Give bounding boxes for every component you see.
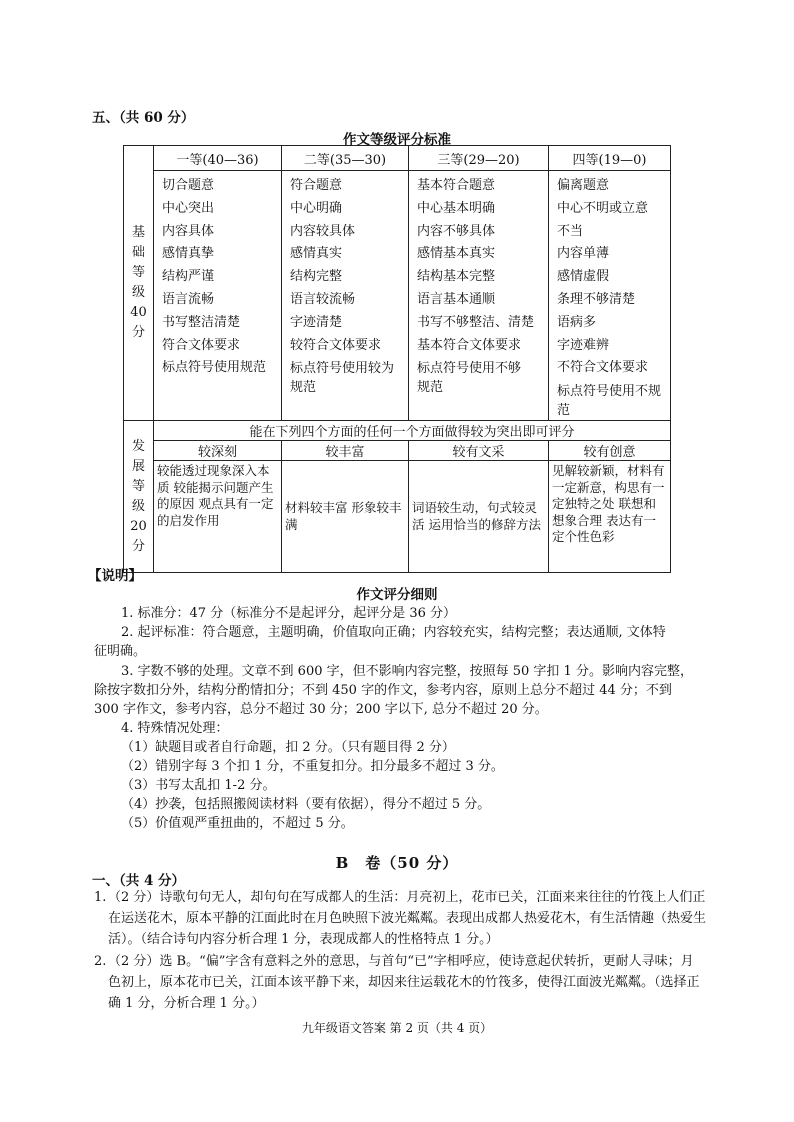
page-footer: 九年级语文答案 第 2 页（共 4 页） xyxy=(301,1021,493,1035)
detail-title: 作文评分细则 xyxy=(356,587,438,603)
answer-number: 1. xyxy=(94,890,107,905)
rule-4-sub-2: （2）错别字每 3 个扣 1 分，不重复扣分。扣分最多不超过 3 分。 xyxy=(121,759,504,774)
answer-1 xyxy=(94,887,706,950)
rule-3-line-1: 3. 字数不够的处理。文章不到 600 字，但不影响内容完整，按照每 50 字扣 1 分。影响内容完整， xyxy=(121,664,693,679)
grade-header-1: 一等(40—36) xyxy=(154,146,282,171)
dev-aspect-body-4: 见解较新颖，材料有一定新意，构思有一定独特之处 联想和想象合理 表达有一定个性色彩 xyxy=(549,461,671,573)
table-title: 作文等级评分标准 xyxy=(343,132,451,148)
answer-2 xyxy=(94,951,706,1014)
rule-4-sub-1: （1）缺题目或者自行命题，扣 2 分。（只有题目得 2 分） xyxy=(121,740,455,755)
grade-criteria-row xyxy=(124,171,671,421)
basic-level-label: 基 础 等 级 40 分 xyxy=(124,146,154,421)
dev-aspect-body-3: 词语较生动，句式较灵活 运用恰当的修辞方法 xyxy=(409,461,549,573)
dev-aspect-header-3: 较有文采 xyxy=(409,441,549,461)
grade-criteria-2: 符合题意 中心明确 内容较具体 感情真实 结构完整 语言较流畅 字迹清楚 较符合文体要求 标点符号使用较为规范 xyxy=(282,171,409,421)
note-label: 【说明】 xyxy=(88,568,142,584)
rule-4-sub-3: （3）书写太乱扣 1-2 分。 xyxy=(121,778,276,793)
answer-text: （2 分）选 B。“偏”字含有意料之外的意思，与首句“已”字相呼应，使诗意起伏转折，更耐人寻味；月色初上，原本花市已关，江面本该平静下来，却因来往运载花木的竹筏多，使得江面波光粼粼。（选择正确 1 分，分析合理 1 分。） xyxy=(108,954,700,1011)
answer-number: 2. xyxy=(94,954,107,969)
rule-3-line-3: 300 字作文，参考内容，总分不超过 30 分；200 字以下, 总分不超过 20 分。 xyxy=(94,702,548,717)
dev-intro-row xyxy=(124,421,671,441)
rule-2-line-2: 征明确。 xyxy=(94,644,147,659)
rule-3-line-2: 除按字数扣分外，结构分酌情扣分；不到 450 字的作文，参考内容，原则上总分不超过 44 分；不到 xyxy=(94,683,672,698)
answer-text: （2 分）诗歌句句无人，却句句在写成都人的生活：月亮初上，花市已关，江面来来往往的竹筏上人们正在运送花木，原本平静的江面此时在月色映照下波光粼粼。表现出成都人热爱花木，有生活情趣（热爱生活）。（结合诗句内容分析合理 1 分，表现成都人的性格特点 1 分。） xyxy=(108,890,707,947)
rule-4-sub-5: （5）价值观严重扭曲的，不超过 5 分。 xyxy=(121,816,354,831)
dev-aspect-header-4: 较有创意 xyxy=(549,441,671,461)
rule-1: 1. 标准分：47 分（标准分不是起评分，起评分是 36 分） xyxy=(121,606,457,621)
grade-header-4: 四等(19—0) xyxy=(549,146,671,171)
grading-table xyxy=(123,145,671,573)
grade-criteria-1: 切合题意 中心突出 内容具体 感情真挚 结构严谨 语言流畅 书写整洁清楚 符合文体要求 标点符号使用规范 xyxy=(154,171,282,421)
dev-intro: 能在下列四个方面的任何一个方面做得较为突出即可评分 xyxy=(154,421,671,441)
section-heading-1: 一、（共 4 分） xyxy=(92,873,186,889)
grade-header-2: 二等(35—30) xyxy=(282,146,409,171)
section-b-title: B 卷（50 分） xyxy=(335,854,459,872)
rule-2-line-1: 2. 起评标准：符合题意，主题明确，价值取向正确；内容较充实，结构完整；表达通顺, 文体特 xyxy=(121,625,666,640)
section-heading-5: 五、（共 60 分） xyxy=(92,110,195,126)
dev-aspect-body-2: 材料较丰富 形象较丰满 xyxy=(282,461,409,573)
grade-header-row xyxy=(124,146,671,171)
dev-aspect-body-row xyxy=(124,461,671,573)
dev-aspect-body-1: 较能透过现象深入本质 较能揭示问题产生的原因 观点具有一定的启发作用 xyxy=(154,461,282,573)
rule-4: 4. 特殊情况处理： xyxy=(121,721,229,736)
grade-header-3: 三等(29—20) xyxy=(409,146,549,171)
dev-level-label: 发 展 等 级 20 分 xyxy=(124,421,154,573)
grade-criteria-3: 基本符合题意 中心基本明确 内容不够具体 感情基本真实 结构基本完整 语言基本通顺 书写不够整洁、清楚 基本符合文体要求 标点符号使用不够规范 xyxy=(409,171,549,421)
rule-4-sub-4: （4）抄袭，包括照搬阅读材料（要有依据），得分不超过 5 分。 xyxy=(121,797,491,812)
dev-aspect-header-1: 较深刻 xyxy=(154,441,282,461)
grade-criteria-4: 偏离题意 中心不明或立意 不当 内容单薄 感情虚假 条理不够清楚 语病多 字迹难辨 不符合文体要求 标点符号使用不规范 xyxy=(549,171,671,421)
dev-aspect-header-row xyxy=(124,441,671,461)
dev-aspect-header-2: 较丰富 xyxy=(282,441,409,461)
